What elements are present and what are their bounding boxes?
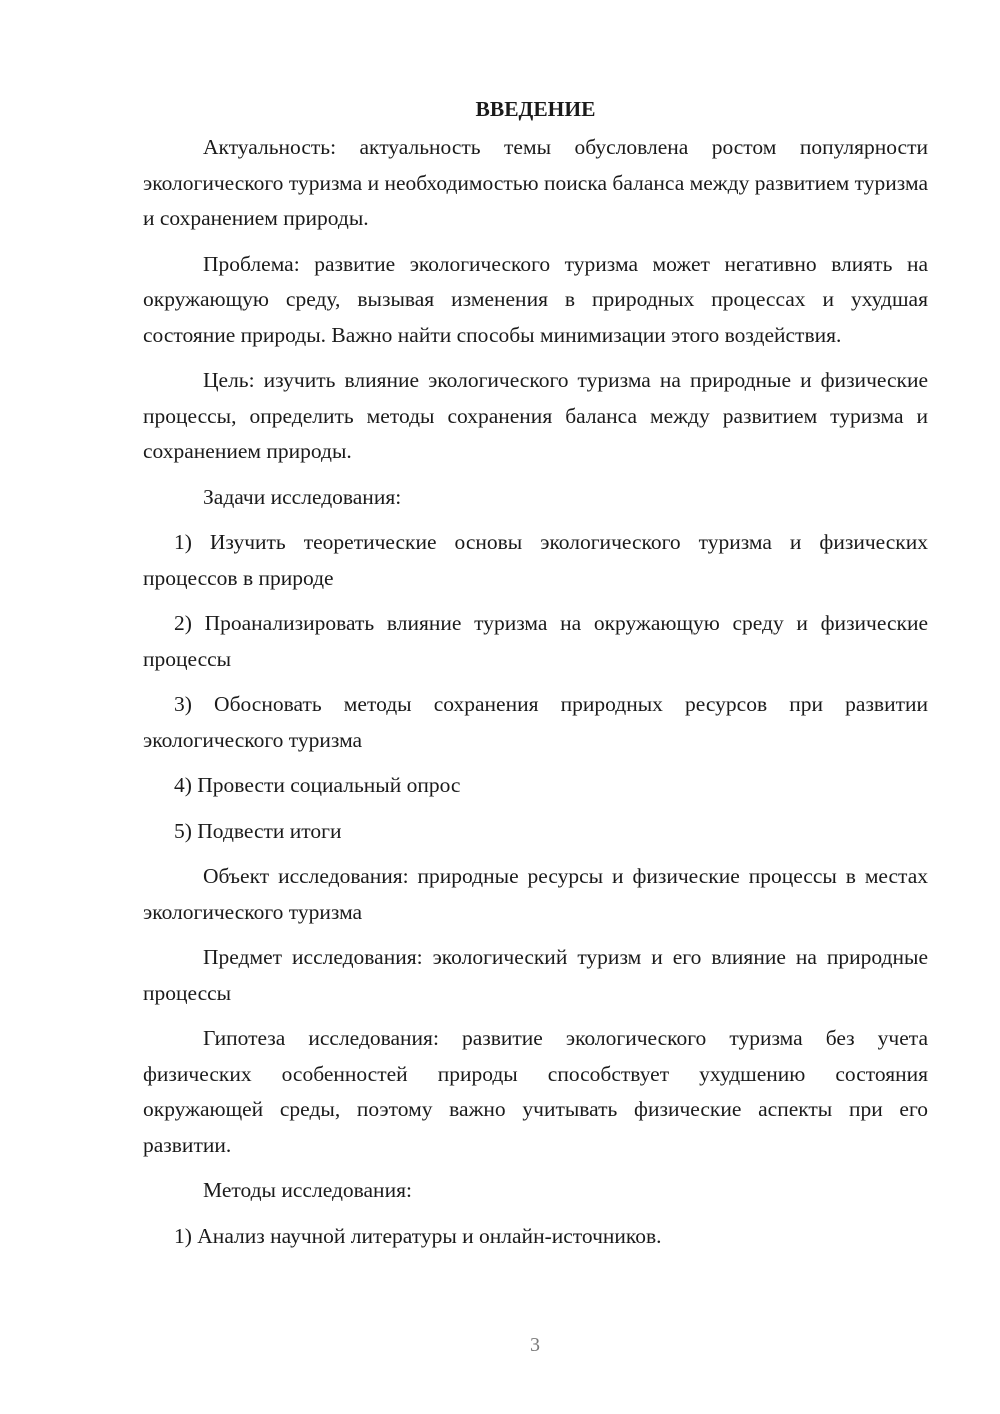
section-title: ВВЕДЕНИЕ: [475, 97, 596, 121]
paragraph-object: Объект исследования: природные ресурсы и физические процессы в местах экологического туризма: [143, 864, 928, 924]
paragraph-methods-heading: Методы исследования:: [203, 1178, 412, 1202]
paragraph-goal: Цель: изучить влияние экологического туризма на природные и физические процессы, определить методы сохранения баланса между развитием туризма и сохранением природы.: [143, 368, 928, 463]
paragraph-problem: Проблема: развитие экологического туризма может негативно влиять на окружающую среду, вызывая изменения в природных процессах и ухудшая состояние природы. Важно найти способы минимизации этого воздействия.: [143, 251, 928, 347]
paragraph-tasks-heading: Задачи исследования:: [203, 484, 402, 509]
paragraph-subject: Предмет исследования: экологический туризм и его влияние на природные процессы: [143, 945, 928, 1005]
task-item-4: 4) Провести социальный опрос: [174, 773, 461, 797]
document-page: [143, 92, 928, 1264]
paragraph-relevance: Актуальность: актуальность темы обусловлена ростом популярности экологического туризма и необходимостью поиска баланса между развитием туризма и сохранением природы.: [143, 135, 928, 230]
task-item-5: 5) Подвести итоги: [174, 818, 342, 843]
method-item-1: 1) Анализ научной литературы и онлайн-источников.: [174, 1223, 662, 1248]
task-item-2: 2) Проанализировать влияние туризма на окружающую среду и физические процессы: [143, 611, 928, 671]
task-item-1: 1) Изучить теоретические основы экологического туризма и физических процессов в природе: [143, 530, 928, 590]
task-item-3: 3) Обосновать методы сохранения природных ресурсов при развитии экологического туризма: [143, 692, 928, 752]
paragraph-hypothesis: Гипотеза исследования: развитие экологического туризма без учета физических особенностей природы способствует ухудшению состояния окружающей среды, поэтому важно учитывать физические аспекты при его развитии.: [143, 1026, 928, 1157]
page-number: 3: [530, 1334, 540, 1356]
